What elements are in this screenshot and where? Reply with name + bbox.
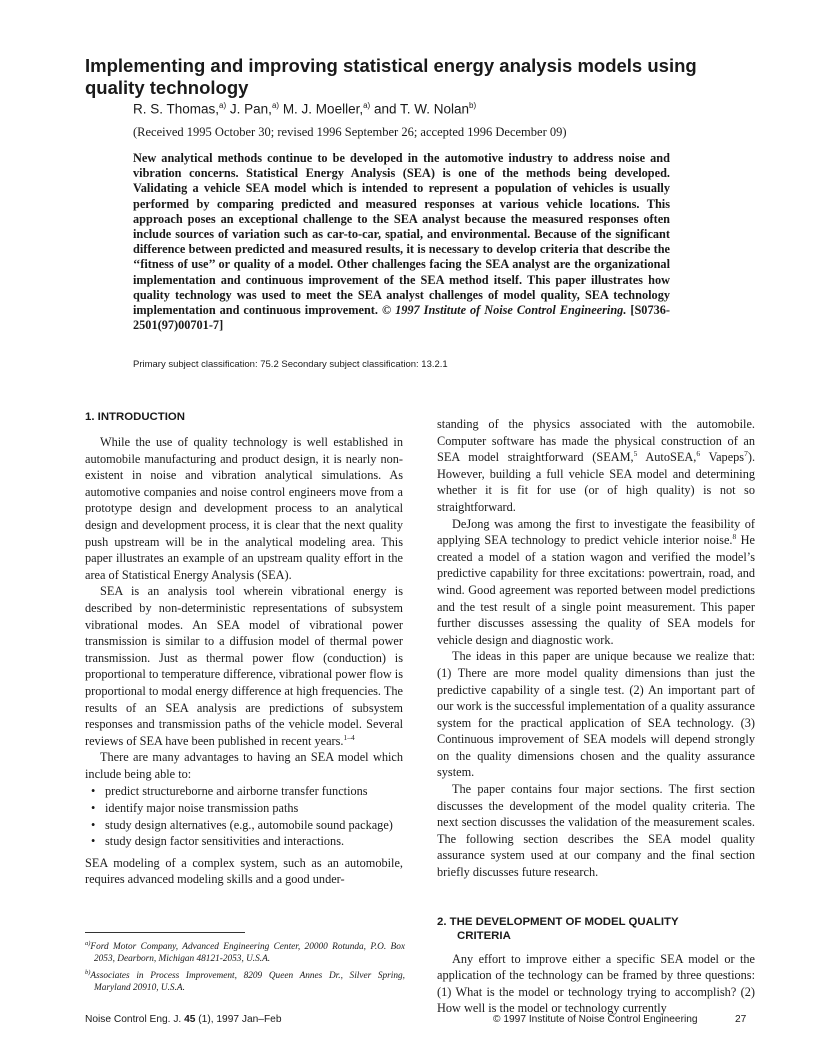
- author-list: [133, 101, 476, 117]
- bullet-icon: •: [91, 834, 96, 849]
- list-item: • study design factor sensitivities and interactions.: [91, 834, 345, 849]
- paragraph: SEA is an analysis tool wherein vibrational energy is described by non-deterministic representations of subsystem vibrational modes. An SEA model of vibrational power transmission is similar to a diffusion model of thermal power transmission. Just as thermal power flow (conduction) is proportional to temperature difference, vibrational power flow is proportional to modal energy difference at high frequencies. The results of an SEA analysis are predictions of subsystem responses and transmission paths of the vehicle model. Several reviews of SEA have been published in recent years.$^{1-4}$: [85, 584, 404, 748]
- bullet-icon: •: [91, 801, 96, 816]
- paragraph: While the use of quality technology is well established in automobile manufacturing and product design, it is nearly non-existent in noise and vibration analytical simulations. As automotive companies and noise control engineers move from a prototype design and development process to an analytical design and development process, it is clear that the next quality push upstream will be in the analytical modeling area. This paper illustrates an example of an upstream quality effort in the area of Statistical Energy Analysis (SEA).: [85, 435, 403, 582]
- reference-mark: 5: [633, 449, 638, 459]
- advantages-list: [85, 783, 403, 849]
- paragraph: SEA modeling of a complex system, such as an automobile, requires advanced modeling skills and a good under-: [85, 855, 403, 887]
- abstract-copyright: © 1997 Institute of Noise Control Engineering.: [381, 303, 627, 318]
- paper-title: Implementing and improving statistical energy analysis models using quality technology: [85, 55, 697, 98]
- author-name: M. J. Moeller,: [279, 101, 364, 117]
- footnotes: [85, 932, 405, 995]
- abstract-body: New analytical methods continue to be developed in the automotive industry to address noise and vibration concerns. Statistical Energy Analysis (SEA) is one of the methods being developed. Validating a vehicle SEA model which is intended to represent a population of vehicles is usually performed by comparing predicted and measured responses at various vehicle locations. This approach poses an exceptional challenge to the SEA analyst because the measured responses often include sources of variation such as car-to-car, spatial, and environmental. Because of the significant difference between predicted and measured results, it is necessary to develop criteria that describe the ‘‘fitness of use’’ or quality of a model. Other challenges facing the SEA analyst are the organizational implementation and continuous improvement of the SEA method itself. This paper illustrates how quality technology was used to meet the SEA analyst challenges of model quality, SEA technology implementation and continuous improvement.: [133, 151, 670, 318]
- paragraph: The ideas in this paper are unique because we realize that: (1) There are more model quality dimensions than just the predictive capability of a single test. (2) An important part of our work is the successful implementation of a quality assurance system for the practical application of SEA technology. (3) Continuous improvement of SEA models will depend strongly on the quality dimensions chosen and the quality assurance system.: [437, 649, 755, 780]
- footer-copyright: © 1997 Institute of Noise Control Engineering: [493, 1014, 698, 1025]
- right-column: [437, 416, 755, 1017]
- bullet-icon: •: [91, 784, 96, 799]
- paragraph: The paper contains four major sections. The first section discusses the development of the model quality criteria. The next section discusses the validation of the measurement scales. The following section describes the SEA model quality assurance system used at our company and the final section briefly discusses future research.: [437, 782, 755, 880]
- abstract: [133, 151, 670, 333]
- bullet-icon: •: [91, 817, 96, 832]
- paragraph: DeJong was among the first to investigate the feasibility of applying SEA technology to predict vehicle interior noise.$^8$ He created a model of a station wagon and verified the model’s predictive capability for three excitations: powertrain, road, and wind. Good agreement was reported between model predictions and the test result of a single point measurement. This paper further discusses assessing the quality of SEA models for vehicle design and diagnostic work.: [437, 516, 755, 647]
- author-name: and T. W. Nolan: [370, 101, 470, 117]
- footnote-a: $^{a)}$Ford Motor Company, Advanced Engineering Center, 20000 Rotunda, P.O. Box 2053, Dearborn, Michigan 48121-2053, U.S.A.: [85, 940, 405, 965]
- author-affiliation-mark: a): [271, 101, 280, 110]
- reference-mark: 1–4: [343, 732, 355, 742]
- author-name: J. Pan,: [226, 101, 272, 117]
- reference-mark: 7: [744, 449, 748, 459]
- paragraph: There are many advantages to having an SEA model which include being able to:: [85, 750, 403, 781]
- list-item: • study design alternatives (e.g., automobile sound package): [91, 817, 393, 832]
- paragraph: Any effort to improve either a specific SEA model or the application of the technology can be framed by three questions: (1) What is the model or technology trying to accomplish? (2) How well is the model or technology currently: [437, 951, 755, 1016]
- section-heading-model-quality: 2. THE DEVELOPMENT OF MODEL QUALITY CRITERIA: [437, 915, 679, 942]
- footnote-b: $^{b)}$Associates in Process Improvement, 8209 Queen Annes Dr., Silver Spring, Maryland 20910, U.S.A.: [85, 968, 405, 994]
- reference-mark: 6: [696, 449, 701, 459]
- received-dates: (Received 1995 October 30; revised 1996 September 26; accepted 1996 December 09): [133, 125, 567, 139]
- author-affiliation-mark: b): [469, 101, 477, 110]
- page-number: 27: [735, 1014, 747, 1025]
- list-item: • identify major noise transmission paths: [91, 801, 299, 816]
- author-affiliation-mark: a): [219, 101, 227, 110]
- abstract-doi: [S0736-2501(97)00701-7]: [133, 303, 670, 333]
- section-heading-introduction: 1. INTRODUCTION: [85, 411, 185, 423]
- author-affiliation-mark: a): [363, 101, 371, 110]
- footnote-divider: [85, 932, 245, 933]
- paragraph: standing of the physics associated with the automobile. Computer software has made the physical construction of an SEA model straightforward (SEAM,$^5$ AutoSEA,$^6$ Vapeps$^7$). However, building a full vehicle SEA model and determining whether it is fit for use (or of high quality) is not so straightforward.: [437, 417, 756, 514]
- journal-citation: Noise Control Eng. J. 45 (1), 1997 Jan–Feb: [85, 1014, 282, 1025]
- subject-classification: Primary subject classification: 75.2 Secondary subject classification: 13.2.1: [133, 359, 448, 370]
- reference-mark: 8: [732, 532, 737, 542]
- left-column: [85, 410, 403, 888]
- author-name: R. S. Thomas,: [133, 101, 220, 117]
- list-item: • predict structureborne and airborne transfer functions: [91, 784, 368, 799]
